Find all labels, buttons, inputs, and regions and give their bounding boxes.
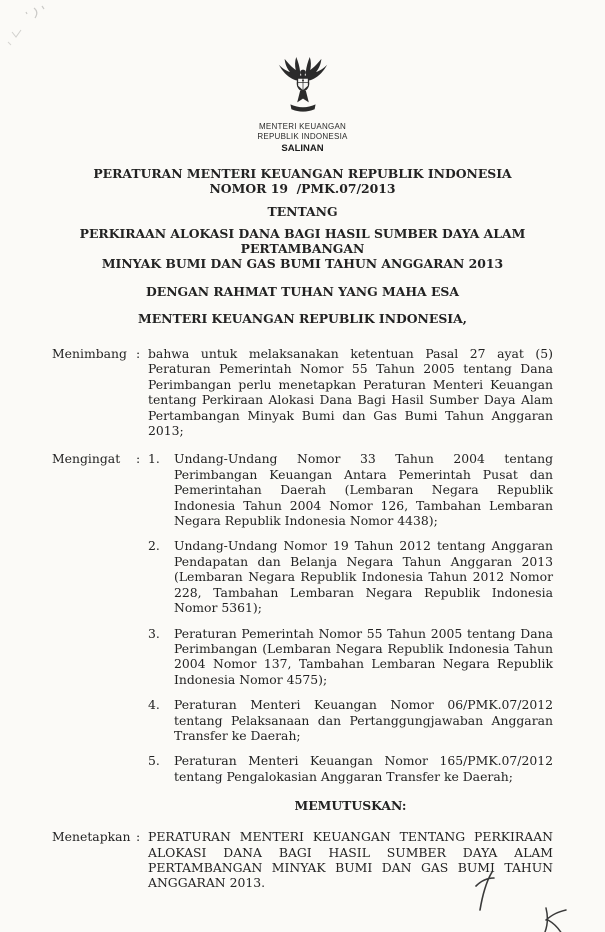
item-number: 4.	[148, 697, 160, 713]
legal-basis-item	[148, 626, 553, 688]
menimbang-colon: :	[136, 346, 141, 361]
item-number: 2.	[148, 538, 160, 554]
regulation-title: PERATURAN MENTERI KEUANGAN REPUBLIK INDONESIA	[93, 166, 512, 181]
letterhead	[52, 54, 553, 155]
authority-line: MENTERI KEUANGAN REPUBLIK INDONESIA,	[138, 311, 467, 326]
menimbang-text: bahwa untuk melaksanakan ketentuan Pasal 27 ayat (5) Peraturan Pemerintah Nomor 55 Tahun 2005 tentang Dana Perimbangan perlu menetapkan Peraturan Menteri Keuangan tentang Perkiraan Alokasi Dana Bagi Hasil Sumber Daya Alam Pertambangan Minyak Bumi dan Gas Bumi Tahun Anggaran 2013;	[148, 346, 553, 439]
ministry-name: MENTERI KEUANGAN	[258, 122, 347, 131]
title-block	[52, 166, 553, 326]
grace-line: DENGAN RAHMAT TUHAN YANG MAHA ESA	[146, 284, 459, 299]
mengingat-label: Mengingat	[52, 451, 121, 467]
regulation-number: NOMOR 19 /PMK.07/2013	[209, 181, 396, 196]
item-text: Peraturan Menteri Keuangan Nomor 165/PMK.07/2012 tentang Pengalokasian Anggaran Transfer ke Daerah;	[174, 753, 553, 784]
salinan-label: SALINAN	[281, 143, 324, 154]
item-text: Peraturan Pemerintah Nomor 55 Tahun 2005 tentang Dana Perimbangan (Lembaran Negara Republik Indonesia Tahun 2004 Nomor 137, Tambahan Lembaran Negara Republik Indonesia Nomor 4575);	[174, 625, 553, 687]
mengingat-clause	[52, 451, 553, 784]
item-text: Undang-Undang Nomor 33 Tahun 2004 tentang Perimbangan Keuangan Antara Pemerintah Pusat dan Pemerintahan Daerah (Lembaran Negara Republik Indonesia Tahun 2004 Nomor 126, Tambahan Lembaran Negara Republik Indonesia Nomor 4438);	[174, 451, 553, 529]
menimbang-label: Menimbang	[52, 346, 127, 361]
item-number: 5.	[148, 753, 160, 769]
memutuskan-heading: MEMUTUSKAN:	[294, 798, 407, 814]
legal-basis-item	[148, 451, 553, 528]
handwritten-corner-mark	[540, 906, 580, 932]
subject-line-2: MINYAK BUMI DAN GAS BUMI TAHUN ANGGARAN 2013	[101, 256, 504, 271]
pencil-marks	[4, 2, 64, 50]
handwritten-initial-mark	[468, 870, 500, 914]
legal-basis-item	[148, 697, 553, 743]
item-number: 3.	[148, 625, 160, 641]
menetapkan-text: PERATURAN MENTERI KEUANGAN TENTANG PERKIRAAN ALOKASI DANA BAGI HASIL SUMBER DAYA ALAM PERTAMBANGAN MINYAK BUMI DAN GAS BUMI TAHUN ANGGARAN 2013.	[148, 829, 553, 891]
subject-line-1: PERKIRAAN ALOKASI DANA BAGI HASIL SUMBER DAYA ALAM PERTAMBANGAN	[79, 226, 526, 256]
legal-basis-item	[148, 538, 553, 615]
item-number: 1.	[148, 451, 160, 467]
menetapkan-colon: :	[136, 829, 141, 845]
item-text: Peraturan Menteri Keuangan Nomor 06/PMK.07/2012 tentang Pelaksanaan dan Pertanggungjawaban Anggaran Transfer ke Daerah;	[174, 697, 553, 743]
item-text: Undang-Undang Nomor 19 Tahun 2012 tentang Anggaran Pendapatan dan Belanja Negara Tahun Anggaran 2013 (Lembaran Negara Republik Indonesia Tahun 2012 Nomor 228, Tambahan Lembaran Negara Republik Indonesia Nomor 5361);	[174, 538, 553, 616]
garuda-pancasila-emblem-icon	[274, 54, 332, 118]
legal-basis-item	[148, 753, 553, 784]
mengingat-colon: :	[136, 451, 141, 467]
mengingat-list	[148, 451, 553, 784]
tentang-label: TENTANG	[267, 204, 338, 219]
menetapkan-label: Menetapkan	[52, 829, 131, 845]
republic-name: REPUBLIK INDONESIA	[257, 132, 348, 141]
menimbang-clause	[52, 346, 553, 438]
